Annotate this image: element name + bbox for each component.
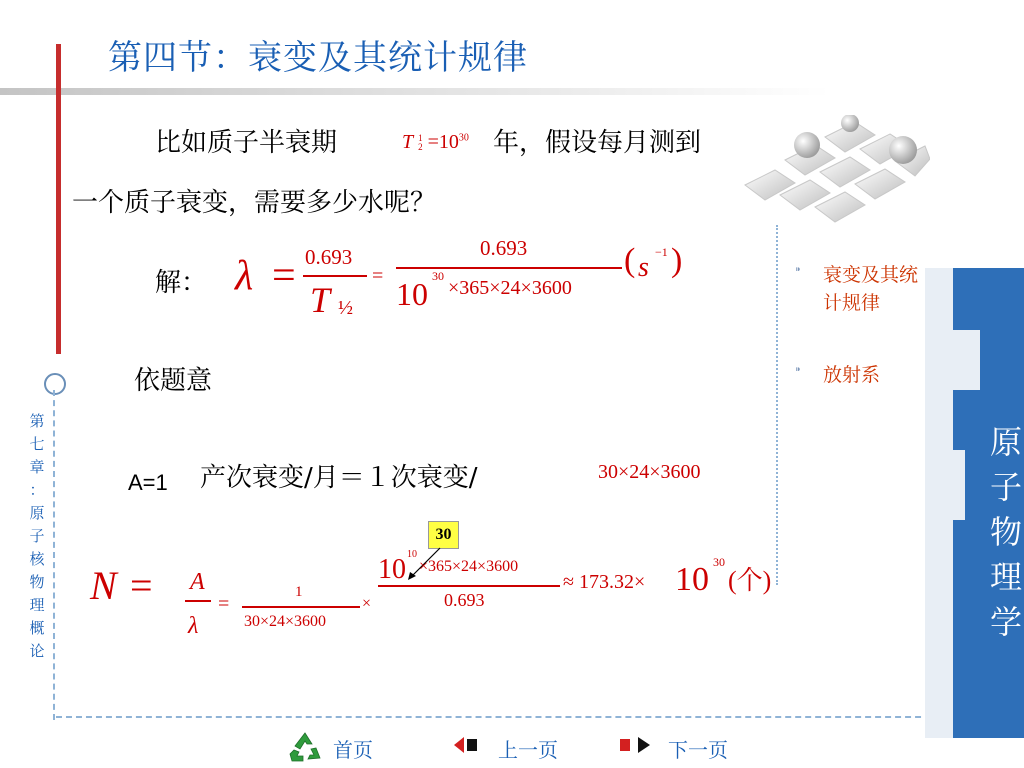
result-approx: ≈ 173.32× <box>563 571 646 593</box>
cubes-logo-icon <box>735 115 930 230</box>
result-exp: 30 <box>713 555 725 569</box>
solution-den2-rest: ×365×24×3600 <box>448 277 572 299</box>
left-dashed-line <box>53 390 55 720</box>
callout-box: 30 <box>428 521 459 549</box>
condition-A: A=1 <box>128 470 168 495</box>
result-frac2-base: 10 <box>378 554 406 585</box>
page-title: 第四节：衰变及其统计规律 <box>108 38 528 78</box>
halflife-exponent: 30 <box>458 132 469 144</box>
prev-page-button[interactable]: 上一页 <box>498 738 558 762</box>
solution-den2-exp: 30 <box>432 269 444 283</box>
next-arrow-icon[interactable] <box>618 734 652 756</box>
prev-arrow-icon[interactable] <box>452 734 486 756</box>
solution-num1: 0.693 <box>305 245 353 269</box>
intro-line2: 一个质子衰变，需要多少水呢？ <box>72 188 437 218</box>
result-unit: (个) <box>728 566 772 595</box>
result-frac2-den: 0.693 <box>444 590 485 610</box>
home-button[interactable]: 首页 <box>333 738 373 762</box>
condition-label: 依题意 <box>134 366 213 396</box>
right-panel-notch <box>925 330 980 390</box>
result-A: A <box>190 569 205 595</box>
solution-den1-sub: ½ <box>338 297 353 319</box>
red-accent-bar <box>56 44 61 354</box>
result-frac1-num: 1 <box>295 584 303 600</box>
result-frac2-exp: 10 <box>407 549 417 560</box>
result-frac1-den: 30×24×3600 <box>244 613 327 630</box>
halflife-value: =10 <box>427 131 459 153</box>
fraction-bar-3 <box>185 600 211 602</box>
condition-denominator: 30×24×3600 <box>598 461 701 483</box>
fraction-bar-5 <box>378 585 560 587</box>
solution-num2: 0.693 <box>480 236 528 260</box>
solution-den1-T: T <box>310 280 331 320</box>
result-N: N <box>90 563 117 608</box>
chapter-vertical-label: 第 七 章 ： 原 子 核 物 理 概 论 <box>29 412 45 660</box>
unit-paren-open: ( <box>624 242 636 279</box>
halflife-T: T <box>402 131 414 153</box>
right-panel-notch <box>925 450 965 520</box>
header-rule <box>0 88 830 95</box>
solution-label: 解： <box>155 268 208 298</box>
solution-den2-base: 10 <box>396 276 428 312</box>
unit-exp: −1 <box>655 245 668 259</box>
bullet-icon: ⁍ <box>795 363 801 377</box>
side-nav-item-label: 衰变及其统计规律 <box>823 264 919 314</box>
circle-marker-icon <box>44 373 66 395</box>
solution-equals-1: = <box>272 253 296 299</box>
bullet-icon: ⁍ <box>795 263 801 277</box>
result-lambda: λ <box>188 613 199 639</box>
unit-paren-close: ) <box>671 242 683 279</box>
bottom-dashed-line <box>56 716 971 718</box>
fraction-bar-4 <box>242 606 360 608</box>
result-equals-1: = <box>130 563 153 608</box>
result-base: 10 <box>675 561 709 598</box>
panel-title: 原 子 物 理 学 <box>990 423 1023 641</box>
intro-line1-prefix: 比如质子半衰期 <box>155 128 338 158</box>
recycle-icon[interactable] <box>288 730 322 764</box>
result-times: × <box>362 595 372 612</box>
right-dotted-line <box>776 225 778 585</box>
next-page-button[interactable]: 下一页 <box>668 738 728 762</box>
solution-lambda: λ <box>235 253 254 299</box>
result-frac2-rest: ×365×24×3600 <box>419 558 519 575</box>
side-nav-item-label: 放射系 <box>823 364 881 386</box>
fraction-bar-1 <box>303 275 367 277</box>
unit-s: s <box>638 252 649 283</box>
condition-text: 产次衰变/月＝１次衰变/ <box>200 463 478 493</box>
intro-line1-suffix: 年，假设每月测到 <box>493 128 702 158</box>
fraction-bar-2 <box>396 267 622 269</box>
halflife-subscript: 1 2 <box>418 133 423 153</box>
solution-equals-2: = <box>372 265 384 287</box>
result-equals-2: = <box>218 593 230 615</box>
halflife-formula <box>402 132 469 152</box>
